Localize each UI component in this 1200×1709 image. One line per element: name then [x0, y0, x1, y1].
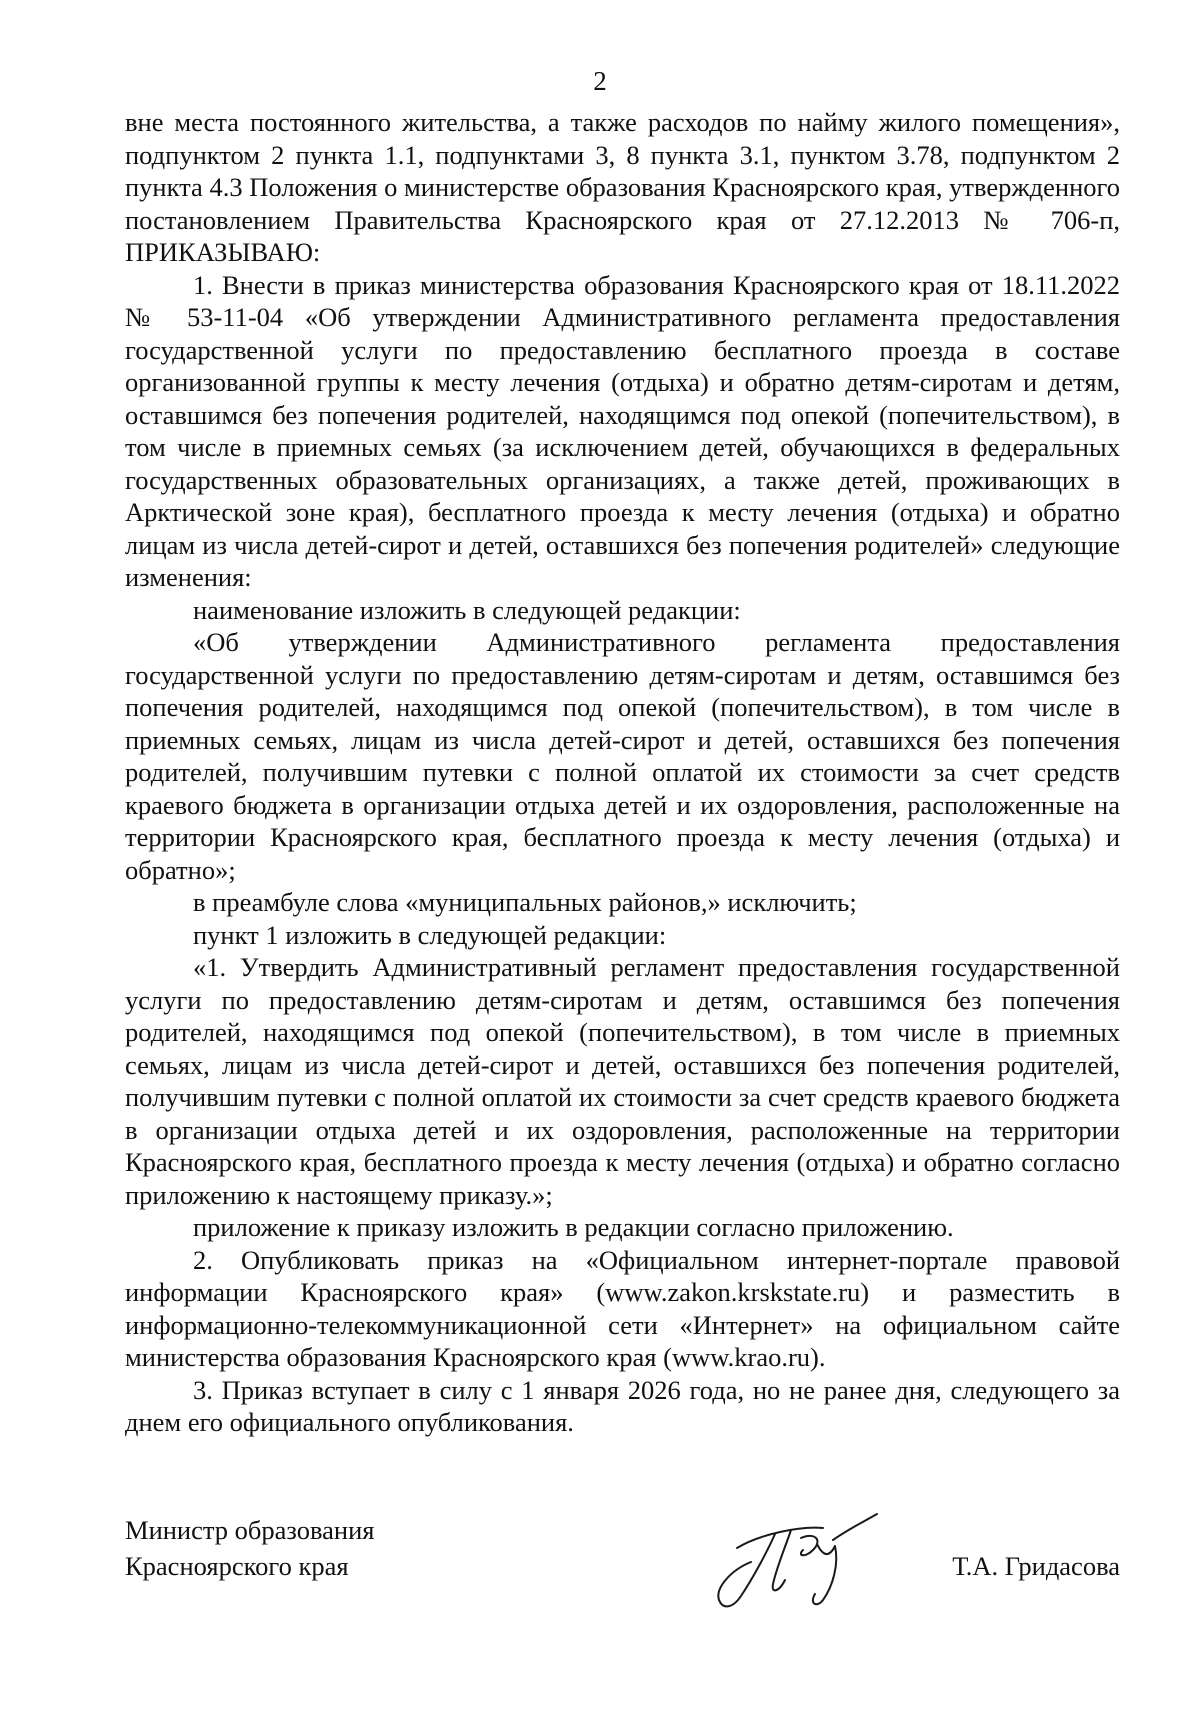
signature-block — [125, 1512, 1120, 1642]
paragraph-item-2: 2. Опубликовать приказ на «Официальном интернет-портале правовой информации Красноярского края» (www.zakon.krskstate.ru) и разместить в информационно-телекоммуникационной сети «Интернет» на официальном сайте министерства образования Красноярского края (www.krao.ru). — [125, 1244, 1120, 1372]
signer-position-line2: Красноярского края — [125, 1551, 349, 1581]
paragraph-preamble-change: в преамбуле слова «муниципальных районов,» исключить; — [193, 887, 857, 917]
paragraph-item-1: 1. Внести в приказ министерства образования Красноярского края от 18.11.2022 № 53-11-04 «Об утверждении Административного регламента предоставления государственной услуги по предоставлению бесплатного проезда в составе организованной группы к месту лечения (отдыха) и обратно детям-сиротам и детям, оставшимся без попечения родителей, находящимся под опекой (попечительством), в том числе в приемных семьях (за исключением детей, обучающихся в федеральных государственных образовательных организациях, а также детей, проживающих в Арктической зоне края), бесплатного проезда к месту лечения (отдыха) и обратно лицам из числа детей-сирот и детей, оставшихся без попечения родителей» следующие изменения: — [125, 269, 1120, 592]
signer-position-line1: Министр образования — [125, 1515, 375, 1545]
paragraph-new-point-1: «1. Утвердить Административный регламент предоставления государственной услуги по предоставлению детям-сиротам и детям, оставшимся без попечения родителей, находящимся под опекой (попечительством), в том числе в приемных семьях, лицам из числа детей-сирот и детей, оставшихся без попечения родителей, получившим путевки с полной оплатой их стоимости за счет средств краевого бюджета в организации отдыха детей и их оздоровления, расположенные на территории Красноярского края, бесплатного проезда к месту лечения (отдыха) и обратно согласно приложению к настоящему приказу.»; — [125, 952, 1120, 1210]
paragraph-preamble-continuation: вне места постоянного жительства, а также расходов по найму жилого помещения», подпунктом 2 пункта 1.1, подпунктами 3, 8 пункта 3.1, пунктом 3.78, подпунктом 2 пункта 4.3 Положения о министерстве образования Красноярского края, утвержденного постановлением Правительства Красноярского края от 27.12.2013 № 706-п, ПРИКАЗЫВАЮ: — [125, 107, 1120, 267]
handwritten-signature — [705, 1500, 885, 1620]
paragraph-point-1-change: пункт 1 изложить в следующей редакции: — [193, 919, 667, 950]
paragraph-title-change: наименование изложить в следующей редакции: — [193, 594, 741, 625]
signer-position — [125, 1512, 374, 1584]
paragraph-appendix-change: приложение к приказу изложить в редакции согласно приложению. — [193, 1212, 954, 1242]
paragraph-item-3: 3. Приказ вступает в силу с 1 января 2026 года, но не ранее дня, следующего за днем его официального опубликования. — [125, 1374, 1120, 1437]
signer-name: Т.А. Гридасова — [952, 1551, 1120, 1581]
page-number: 2 — [593, 66, 607, 96]
document-body — [125, 106, 1120, 1439]
paragraph-new-title: «Об утверждении Административного регламента предоставления государственной услуги по предоставлению детям-сиротам и детям, оставшимся без попечения родителей, находящимся под опекой (попечительством), в том числе в приемных семьях, лицам из числа детей-сирот и детей, оставшихся без попечения родителей, получившим путевки с полной оплатой их стоимости за счет средств краевого бюджета в организации отдыха детей и их оздоровления, расположенные на территории Красноярского края, бесплатного проезда к месту лечения (отдыха) и обратно»; — [125, 627, 1120, 885]
